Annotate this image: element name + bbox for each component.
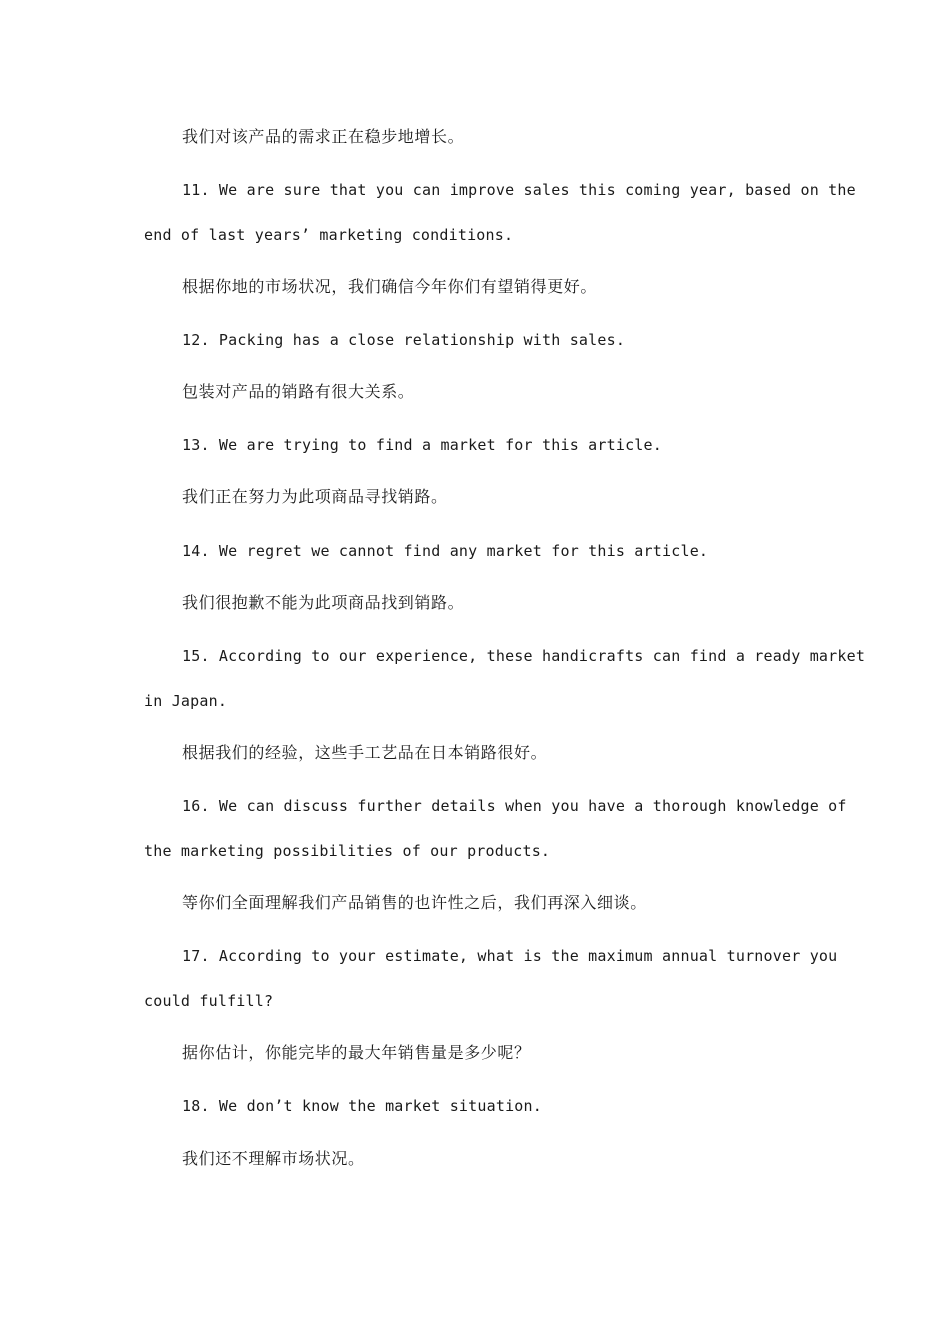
sentence-12: 12. Packing has a close relationship with sales. <box>182 331 626 349</box>
sentence-15-line-2: in Japan. <box>144 692 228 710</box>
translation-15: 根据我们的经验，这些手工艺品在日本销路很好。 <box>182 743 548 762</box>
translation-12: 包装对产品的销路有很大关系。 <box>182 382 415 401</box>
sentence-13: 13. We are trying to find a market for this article. <box>182 436 662 454</box>
translation-demand-growth: 我们对该产品的需求正在稳步地增长。 <box>182 127 465 146</box>
sentence-11-line-2: end of last years’ marketing conditions. <box>144 226 514 244</box>
sentence-18: 18. We don’t know the market situation. <box>182 1097 542 1115</box>
sentence-16-line-2: the marketing possibilities of our products. <box>144 842 551 860</box>
translation-16: 等你们全面理解我们产品销售的也许性之后，我们再深入细谈。 <box>182 893 647 912</box>
sentence-17-line-2: could fulfill? <box>144 992 274 1010</box>
translation-11: 根据你地的市场状况，我们确信今年你们有望销得更好。 <box>182 277 598 296</box>
sentence-16-line-1: 16. We can discuss further details when you have a thorough knowledge of <box>182 797 847 815</box>
sentence-15-line-1: 15. According to our experience, these handicrafts can find a ready market <box>182 647 866 665</box>
translation-14: 我们很抱歉不能为此项商品找到销路。 <box>182 593 465 612</box>
translation-18: 我们还不理解市场状况。 <box>182 1149 365 1168</box>
sentence-14: 14. We regret we cannot find any market for this article. <box>182 542 709 560</box>
sentence-17-line-1: 17. According to your estimate, what is the maximum annual turnover you <box>182 947 838 965</box>
sentence-11-line-1: 11. We are sure that you can improve sales this coming year, based on the <box>182 181 856 199</box>
translation-13: 我们正在努力为此项商品寻找销路。 <box>182 487 448 506</box>
translation-17: 据你估计，你能完毕的最大年销售量是多少呢？ <box>182 1043 531 1062</box>
